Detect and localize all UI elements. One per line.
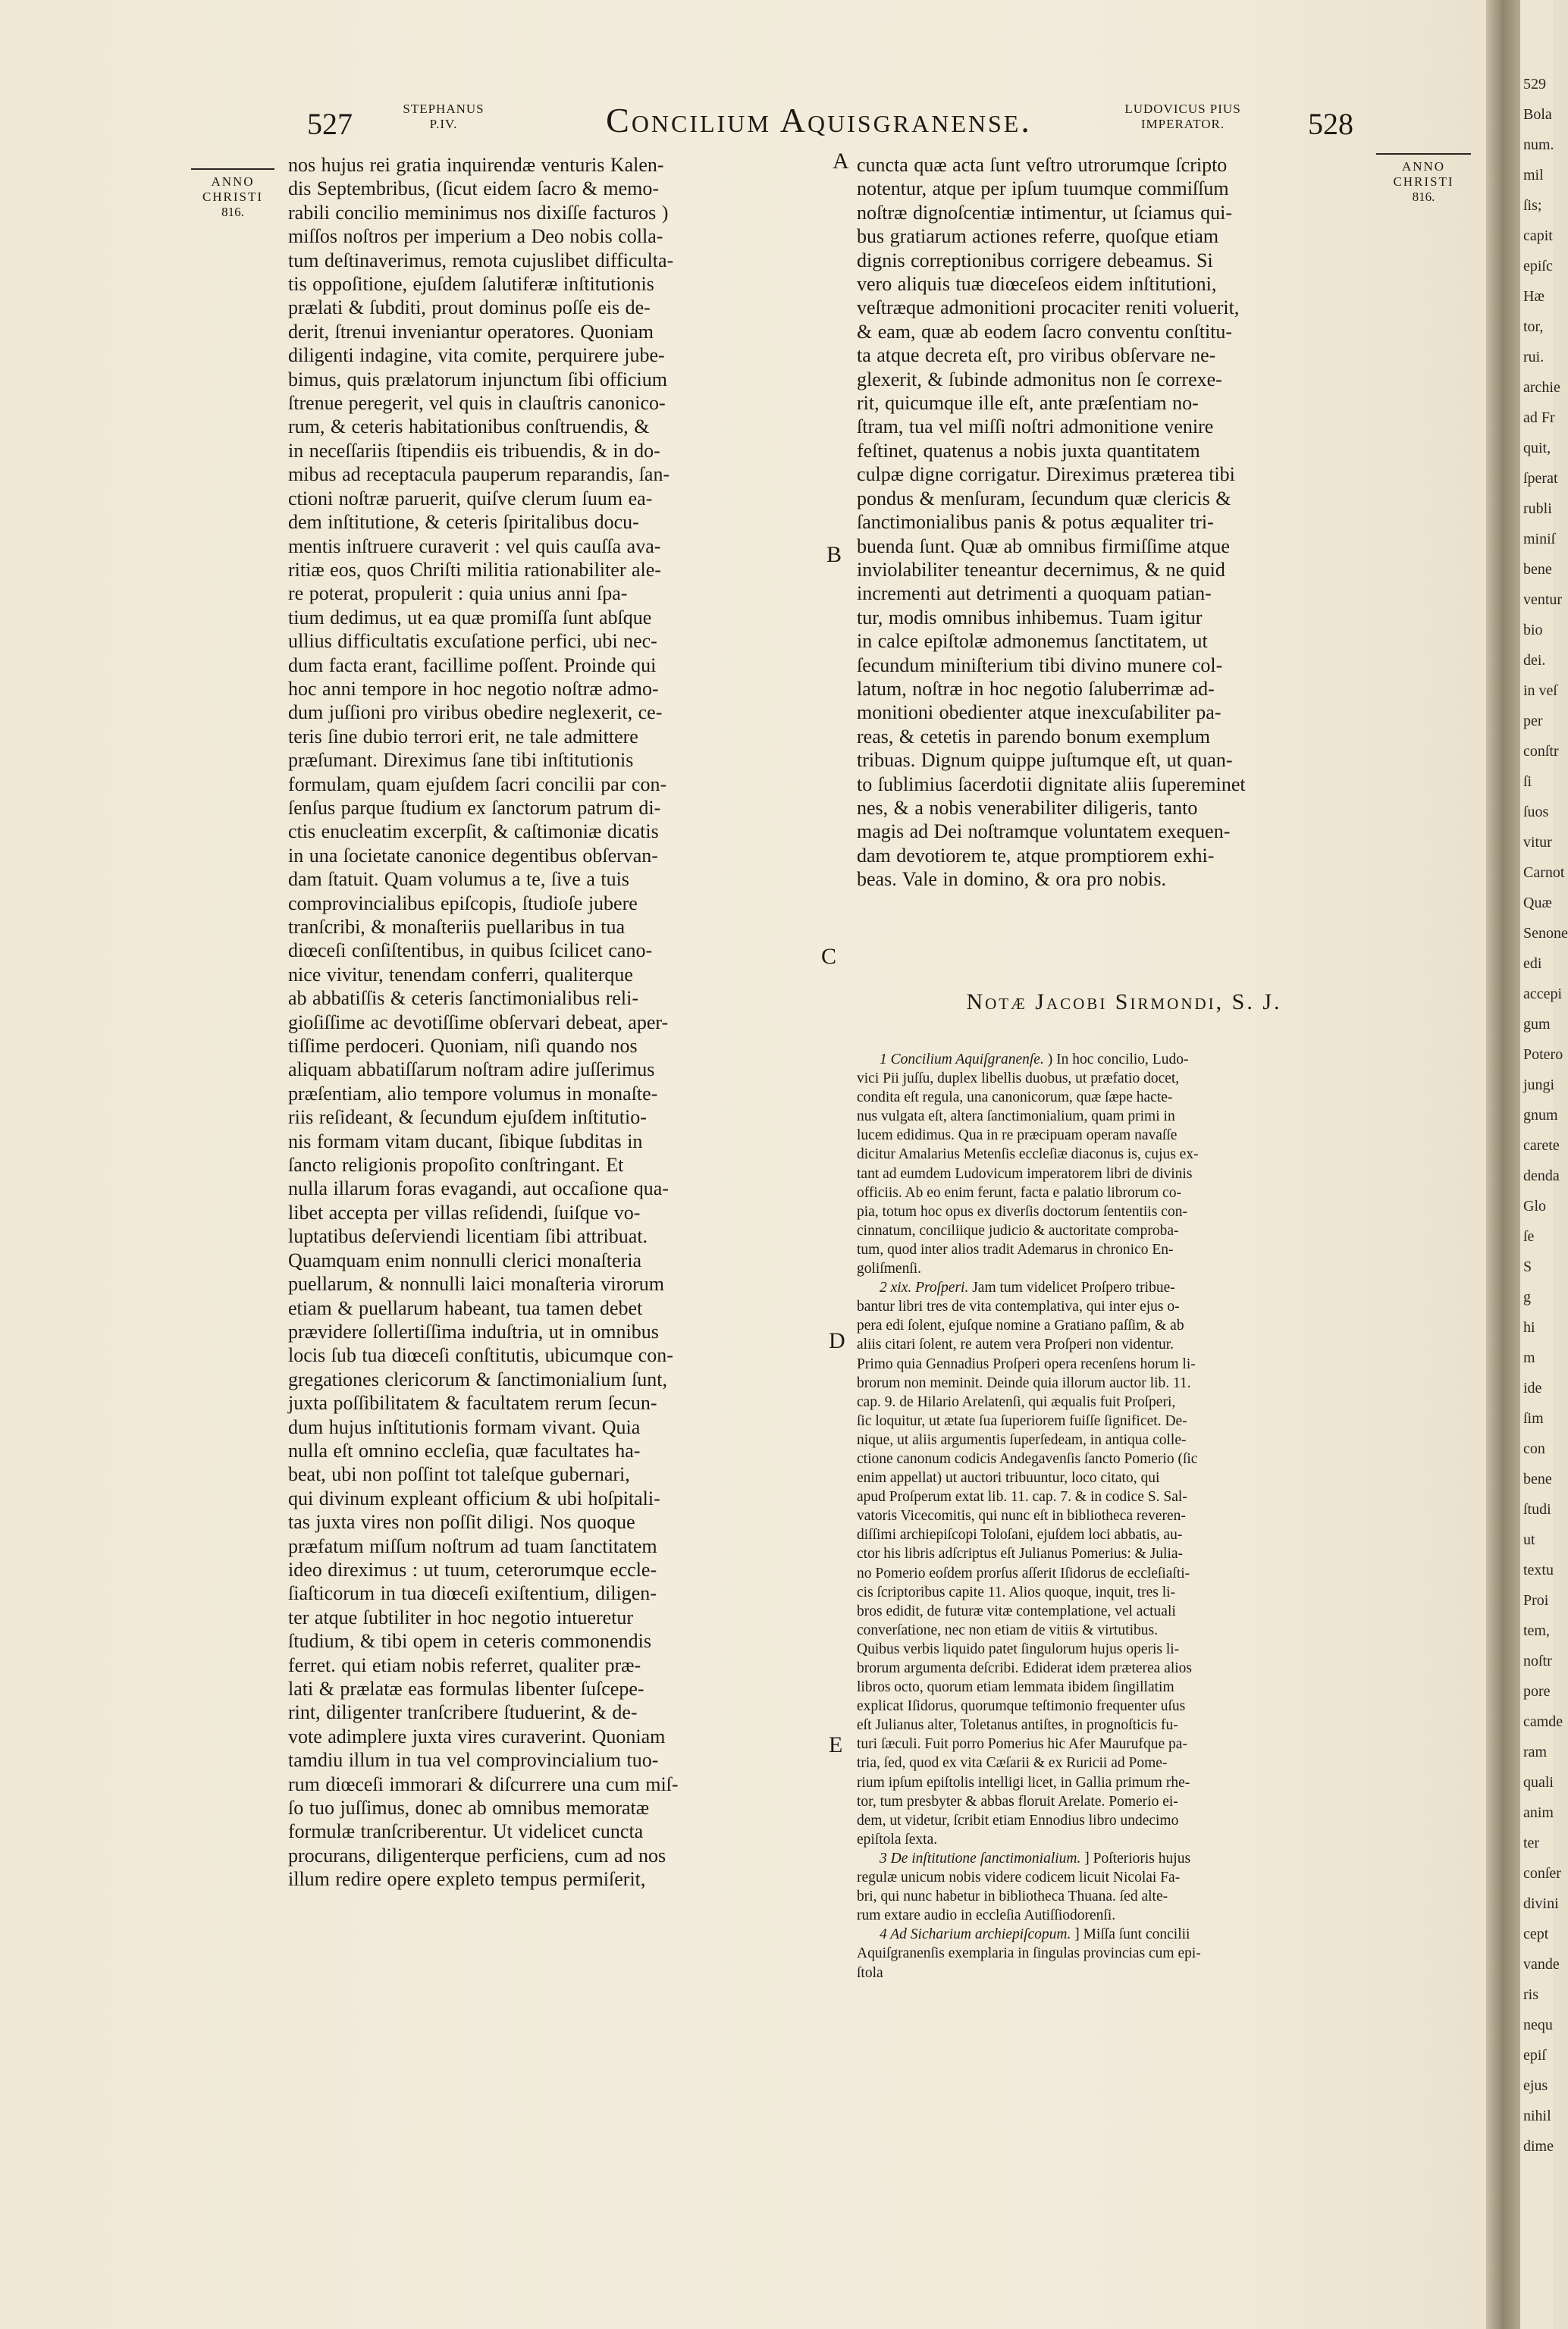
next-page-fragment: carete bbox=[1523, 1137, 1560, 1154]
next-page-fragment: ide bbox=[1523, 1380, 1542, 1396]
page-header bbox=[0, 91, 1513, 152]
next-page-edge bbox=[1520, 0, 1568, 2329]
next-page-fragment: ter bbox=[1523, 1835, 1540, 1851]
next-page-fragment: ſe bbox=[1523, 1228, 1535, 1245]
note-2 bbox=[857, 1278, 1391, 1849]
next-page-fragment: jungi bbox=[1523, 1077, 1555, 1093]
next-page-fragment: edi bbox=[1523, 955, 1542, 972]
next-page-fragment: ram bbox=[1523, 1744, 1548, 1760]
notes-heading: Notæ Jacobi Sirmondi, S. J. bbox=[966, 989, 1282, 1014]
next-page-fragment: accepi bbox=[1523, 986, 1563, 1002]
next-page-fragment: ris bbox=[1523, 1986, 1538, 2003]
next-page-fragment: divini bbox=[1523, 1895, 1559, 1912]
next-page-fragment: in veſ bbox=[1523, 682, 1557, 699]
note-4 bbox=[857, 1925, 1391, 1982]
next-page-fragment: capit bbox=[1523, 227, 1553, 244]
next-page-fragment: cept bbox=[1523, 1926, 1549, 1942]
margin-letter-b: B bbox=[826, 542, 842, 567]
next-page-fragment: Bola bbox=[1523, 106, 1552, 123]
next-page-fragment: noſtr bbox=[1523, 1653, 1552, 1669]
note-1 bbox=[857, 1050, 1391, 1278]
next-page-fragment: ſuos bbox=[1523, 804, 1549, 820]
next-page-fragment: quali bbox=[1523, 1774, 1554, 1791]
next-page-fragment: conſer bbox=[1523, 1865, 1561, 1882]
note-3-lead: 3 De inſtitutione ſanctimonialium. bbox=[880, 1850, 1081, 1867]
next-page-fragment: camde bbox=[1523, 1713, 1563, 1730]
right-anno-year: 816. bbox=[1412, 190, 1435, 204]
next-page-fragment: bene bbox=[1523, 561, 1552, 578]
note-3 bbox=[857, 1849, 1391, 1925]
left-running-head: STEPHANUS P.IV. bbox=[403, 102, 485, 131]
note-1-lead: 1 Concilium Aquiſgranenſe. bbox=[880, 1052, 1044, 1067]
right-anno-label: ANNO CHRISTI bbox=[1393, 159, 1454, 189]
next-page-fragment: Glo bbox=[1523, 1198, 1546, 1215]
note-4-lead: 4 Ad Sicharium archiepiſcopum. bbox=[880, 1926, 1071, 1943]
next-page-fragment: m bbox=[1523, 1349, 1535, 1366]
margin-letter-d: D bbox=[829, 1328, 845, 1353]
next-page-fragment: ventur bbox=[1523, 591, 1563, 608]
left-page-number: 527 bbox=[307, 107, 353, 141]
right-text-column: cuncta quæ acta ſunt veſtro utrorumque ſcripto notentur, atque per ipſum tuumque commiſſum noſtræ dignoſcentiæ intimentur, ut ſciamus qui- bus gratiarum actiones referre, quoſque etiam dignis correptionibus corrigere debeamus. Si vero aliquis tuæ diœceſeos eidem inſtitutioni, veſtræque admonitioni procaciter reniti voluerit, & eam, quæ ab eodem ſacro conventu conſtitu- ta atque decreta eſt, pro viribus obſervare ne- glexerit, & ſubinde admonitus non ſe correxe- rit, quicumque ille eſt, ante præſentiam no- ſtram, tua vel miſſi noſtri admonitione venire feſtinet, quatenus a nobis juxta quantitatem culpæ digne corrigatur. Direximus præterea tibi pondus & menſuram, ſecundum quæ clericis & ſanctimonialibus panis & potus æqualiter tri- buenda ſunt. Quæ ab omnibus firmiſſime atque inviolabiliter teneantur decernimus, & ne quid incrementi aut detrimenti a quoquam patian- tur, modis omnibus inhibemus. Tuam igitur in calce epiſtolæ admonemus ſanctitatem, ut ſecundum miniſterium tibi divino munere col- latum, noſtræ in hoc negotio ſaluberrimæ ad- monitioni obedienter atque inexcuſabiliter pa- reas, & cetetis in parendo bonum exemplum tribuas. Dignum quippe juſtumque eſt, ut quan- to ſublimius ſacerdotii dignitate aliis ſupereminet nes, & a nobis venerabiliter diligeris, tanto magis ad Dei noſtramque voluntatem exequen- dam devotiorem te, atque promptiorem exhi- beas. Vale in domino, & ora pro nobis. bbox=[857, 154, 1246, 891]
next-page-fragment: archie bbox=[1523, 379, 1560, 396]
next-page-fragment: Potero bbox=[1523, 1046, 1563, 1063]
next-page-fragment: ſi bbox=[1523, 773, 1532, 790]
next-page-fragment: ſim bbox=[1523, 1410, 1544, 1427]
next-page-fragment: miniſ bbox=[1523, 531, 1556, 547]
next-page-fragment: ſtudi bbox=[1523, 1501, 1551, 1518]
next-page-fragment: Hæ bbox=[1523, 288, 1544, 305]
note-2-text: Jam tum videlicet Proſpero tribue- bantur libri tres de vita contemplativa, qui inter ejus o- pera edi ſolent, ejuſque nomine a Gratiano paſſim, & ab aliis citari ſolent, re autem vera Proſperi non videntur. Primo quia Gennadius Proſperi opera recenſens horum li- brorum non meminit. Deinde quia illorum auctor lib. 11. cap. 9. de Hilario Arelatenſi, qui æqualis fuit Proſperi, ſic loquitur, ut ætate ſua ſuperiorem fuiſſe ſignificet. De- nique, ut aliis argumentis ſuperſedeam, in antiqua colle- ctione canonum codicis Andegavenſis ſancto Pomerio (ſic enim appellat) ut auctori tribuuntur, loco citato, qui apud Proſperum extat lib. 11. cap. 7. & in codice S. Sal- vatoris Vicecomitis, qui nunc eſt in bibliotheca reveren- diſſimi archiepiſcopi Toloſani, ejuſdem loci abbatis, au- ctor his libris adſcriptus eſt Julianus Pomerius: & Julia- no Pomerio eoſdem prorſus aſſerit Iſidorus de eccleſiaſti- cis ſcriptoribus capite 11. Alios quoque, inquit, tres li- bros edidit, de futuræ vitæ contemplatione, vel actuali converſatione, nec non etiam de vitiis & virtutibus. Quibus verbis liquido patet ſingulorum hujus operis li- brorum argumenta deſcribi. Ediderat idem præterea alios libros octo, quorum etiam lemmata ibidem ſingillatim explicat Iſidorus, quorumque teſtimonio frequenter uſus eſt Julianus alter, Toletanus antiſtes, in prognoſticis fu- turi ſæculi. Fuit porro Pomerius hic Afer Maurufque pa- tria, ſed, quod ex vita Cæſarii & ex Ruricii ad Pome- rium ipſum epiſtolis intelligi licet, in Gallia primum rhe- tor, tum presbyter & abbas floruit Arelate. Pomerio ei- dem, ut videtur, ſcribit etiam Ennodius libro undecimo epiſtola ſexta. bbox=[857, 1280, 1198, 1848]
next-page-fragment: S bbox=[1523, 1259, 1532, 1275]
next-page-fragment: quit, bbox=[1523, 440, 1551, 456]
next-page-fragment: ſperat bbox=[1523, 470, 1558, 487]
next-page-fragment: denda bbox=[1523, 1168, 1560, 1184]
next-page-fragment: tor, bbox=[1523, 318, 1544, 335]
next-page-fragment: vitur bbox=[1523, 834, 1552, 851]
book-gutter bbox=[1486, 0, 1520, 2329]
next-page-fragment: Proi bbox=[1523, 1592, 1549, 1609]
next-page-fragment: Carnot bbox=[1523, 864, 1565, 881]
next-page-fragment: num. bbox=[1523, 136, 1554, 153]
margin-letter-e: E bbox=[829, 1732, 843, 1757]
next-page-fragment: epiſ bbox=[1523, 2047, 1546, 2064]
notes-block bbox=[857, 1050, 1391, 1983]
next-page-fragment: per bbox=[1523, 713, 1543, 729]
next-page-fragment: dei. bbox=[1523, 652, 1546, 669]
next-page-fragment: rubli bbox=[1523, 500, 1552, 517]
next-page-fragment: ſis; bbox=[1523, 197, 1542, 214]
note-2-lead: 2 xix. Proſperi. bbox=[880, 1280, 969, 1296]
next-page-fragment: Senone bbox=[1523, 925, 1568, 942]
next-page-fragment: conſtr bbox=[1523, 743, 1559, 760]
next-page-fragment: ut bbox=[1523, 1531, 1535, 1548]
note-3-text: ] Poſterioris hujus regulæ unicum nobis videre codicem licuit Nicolai Fa- bri, qui nunc habetur in bibliotheca Thuana. ſed alte- rum extare audio in eccleſia Autiſſiodorenſi. bbox=[857, 1850, 1191, 1924]
next-page-fragment: Quæ bbox=[1523, 895, 1552, 911]
note-1-text: ) In hoc concilio, Ludo- vici Pii juſſu, duplex libellis duobus, ut præfatio docet, condita eſt regula, una canonicorum, quæ ſæpe hacte- nus vulgata eſt, altera ſanctimonialium, quam primi in lucem edidimus. Qua in re præcipuam operam navaſſe dicitur Amalarius Metenſis eccleſiæ diaconus is, cujus ex- tant ad eumdem Ludovicum imperatorem libri de divinis officiis. Ab eo enim ferunt, facta e palatio librorum co- pia, totum hoc opus ex diverſis doctorum ſententiis con- cinnatum, conciliique judicio & auctoritate comproba- tum, quod inter alios tradit Ademarus in chronico En- goliſmenſi. bbox=[857, 1052, 1199, 1277]
next-page-fragment: epiſc bbox=[1523, 258, 1553, 274]
next-page-fragment: tem, bbox=[1523, 1622, 1550, 1639]
next-page-fragment: nihil bbox=[1523, 2108, 1551, 2124]
next-page-fragment: bene bbox=[1523, 1471, 1552, 1487]
next-page-fragment: gnum bbox=[1523, 1107, 1558, 1124]
next-page-fragment: hi bbox=[1523, 1319, 1535, 1336]
next-page-fragment: nequ bbox=[1523, 2017, 1553, 2033]
next-page-fragment: gum bbox=[1523, 1016, 1551, 1033]
left-text-column: nos hujus rei gratia inquirendæ venturis Kalen- dis Septembribus, (ſicut eidem ſacro & memo- rabili concilio meminimus nos dixiſſe facturos ) miſſos noſtros per imperium a Deo nobis colla- tum deſtinaverimus, remota cujuslibet difficulta- tis oppoſitione, ejuſdem ſalutiferæ inſtitutionis prælati & ſubditi, prout dominus poſſe eis de- derit, ſtrenui inveniantur operatores. Quoniam diligenti indagine, vita comite, perquirere jube- bimus, quis prælatorum injunctum ſibi officium ſtrenue peregerit, vel quis in clauſtris canonico- rum, & ceteris habitationibus conſtruendis, & in neceſſariis ſtipendiis eis tribuendis, & in do- mibus ad receptacula pauperum reparandis, ſan- ctioni noſtræ paruerit, quiſve clerum ſuum ea- dem inſtitutione, & ceteris ſpiritalibus docu- mentis inſtruere curaverit : vel quis cauſſa ava- ritiæ eos, quos Chriſti militia rationabiliter ale- re poterat, propulerit : quia unius anni ſpa- tium dedimus, ut ea quæ promiſſa ſunt abſque ullius difficultatis excuſatione perfici, ubi nec- dum facta erant, facillime poſſent. Proinde qui hoc anni tempore in hoc negotio noſtræ admo- dum juſſioni pro viribus obedire neglexerit, ce- teris ſine dubio terrori erit, ne tale admittere præſumant. Direximus ſane tibi inſtitutionis formulam, quam ejuſdem ſacri concilii par con- ſenſus parque ſtudium ex ſanctorum patrum di- ctis enucleatim excerpſit, & caſtimoniæ dicatis in una ſocietate canonice degentibus obſervan- dam ſtatuit. Quam volumus a te, ſive a tuis comprovincialibus epiſcopis, ſtudioſe jubere tranſcribi, & monaſteriis puellaribus in tua diœceſi conſiſtentibus, in quibus ſcilicet cano- nice vivitur, tenendam conferri, qualiterque ab abbatiſſis & ceteris ſanctimonialibus reli- gioſiſſime ac devotiſſime obſervari debeat, aper- tiſſime perdoceri. Quoniam, niſi quando nos aliquam abbatiſſarum noſtram adire juſſerimus præſentiam, alio tempore volumus in monaſte- riis reſideant, & ſecundum ejuſdem inſtitutio- nis formam vitam ducant, ſibique ſubditas in ſancto religionis propoſito conſtringant. Et nulla illarum foras evagandi, aut occaſione qua- libet accepta per villas reſidendi, ſuiſque vo- luptatibus deſerviendi licentiam ſibi attribuat. Quamquam enim nonnulli clerici monaſteria puellarum, & nonnulli laici monaſteria virorum etiam & puellarum habeant, tua tamen debet prævidere ſollertiſſima induſtria, ut in omnibus locis ſub tua diœceſi conſtitutis, ubicumque con- gregationes clericorum & ſanctimonialium ſunt, juxta poſſibilitatem & facultatem rerum ſecun- dum hujus inſtitutionis formam vivant. Quia nulla eſt omnino eccleſia, quæ facultates ha- beat, ubi non poſſint tot taleſque gubernari, qui divinum expleant officium & ubi hoſpitali- tas juxta vires non poſſit diligi. Nos quoque præfatum miſſum noſtrum ad tuam ſanctitatem ideo direximus : ut tuum, ceterorumque eccle- ſiaſticorum in tua diœceſi exiſtentium, diligen- ter atque ſubtiliter in hoc negotio intueretur ſtudium, & tibi opem in ceteris commonendis ferret. qui etiam nobis referret, qualiter præ- lati & prælatæ eas formulas libenter ſuſcepe- rint, diligenter tranſcribere ſtuduerint, & de- vote adimplere juxta vires curaverint. Quoniam tamdiu illum in tua vel comprovincialium tuo- rum diœceſi immorari & diſcurrere una cum miſ- ſo tuo juſſimus, donec ab omnibus memoratæ formulæ tranſcriberentur. Ut videlicet cuncta procurans, diligenterque perficiens, cum ad nos illum redire opere expleto tempus permiſerit, bbox=[288, 154, 679, 1891]
left-year-marker bbox=[191, 168, 274, 220]
next-page-fragment: ejus bbox=[1523, 2077, 1548, 2094]
next-page-fragment: anim bbox=[1523, 1804, 1554, 1821]
next-page-fragment: ad Fr bbox=[1523, 409, 1555, 426]
left-anno-year: 816. bbox=[221, 205, 244, 219]
next-page-fragment: textu bbox=[1523, 1562, 1554, 1578]
left-anno-label: ANNO CHRISTI bbox=[202, 174, 264, 204]
next-page-fragment: vande bbox=[1523, 1956, 1560, 1973]
margin-letter-c: C bbox=[821, 944, 837, 969]
next-page-fragment: bio bbox=[1523, 622, 1543, 638]
margin-letter-a: A bbox=[833, 149, 849, 174]
next-page-fragment: con bbox=[1523, 1440, 1545, 1457]
next-page-fragment: dime bbox=[1523, 2138, 1554, 2155]
next-page-fragment: g bbox=[1523, 1289, 1531, 1306]
right-running-head: LUDOVICUS PIUS IMPERATOR. bbox=[1124, 102, 1241, 131]
right-page-number: 528 bbox=[1308, 107, 1353, 141]
page-title: Concilium Aquisgranense. bbox=[606, 101, 1032, 139]
note-4-text: ] Miſſa ſunt concilii Aquiſgranenſis exemplaria in ſingulas provincias cum epi- ſtola bbox=[857, 1926, 1201, 1981]
next-page-fragment: rui. bbox=[1523, 349, 1544, 365]
next-page-fragment: 529 bbox=[1523, 76, 1546, 92]
next-page-fragment: mil bbox=[1523, 167, 1544, 183]
next-page-fragment: pore bbox=[1523, 1683, 1551, 1700]
